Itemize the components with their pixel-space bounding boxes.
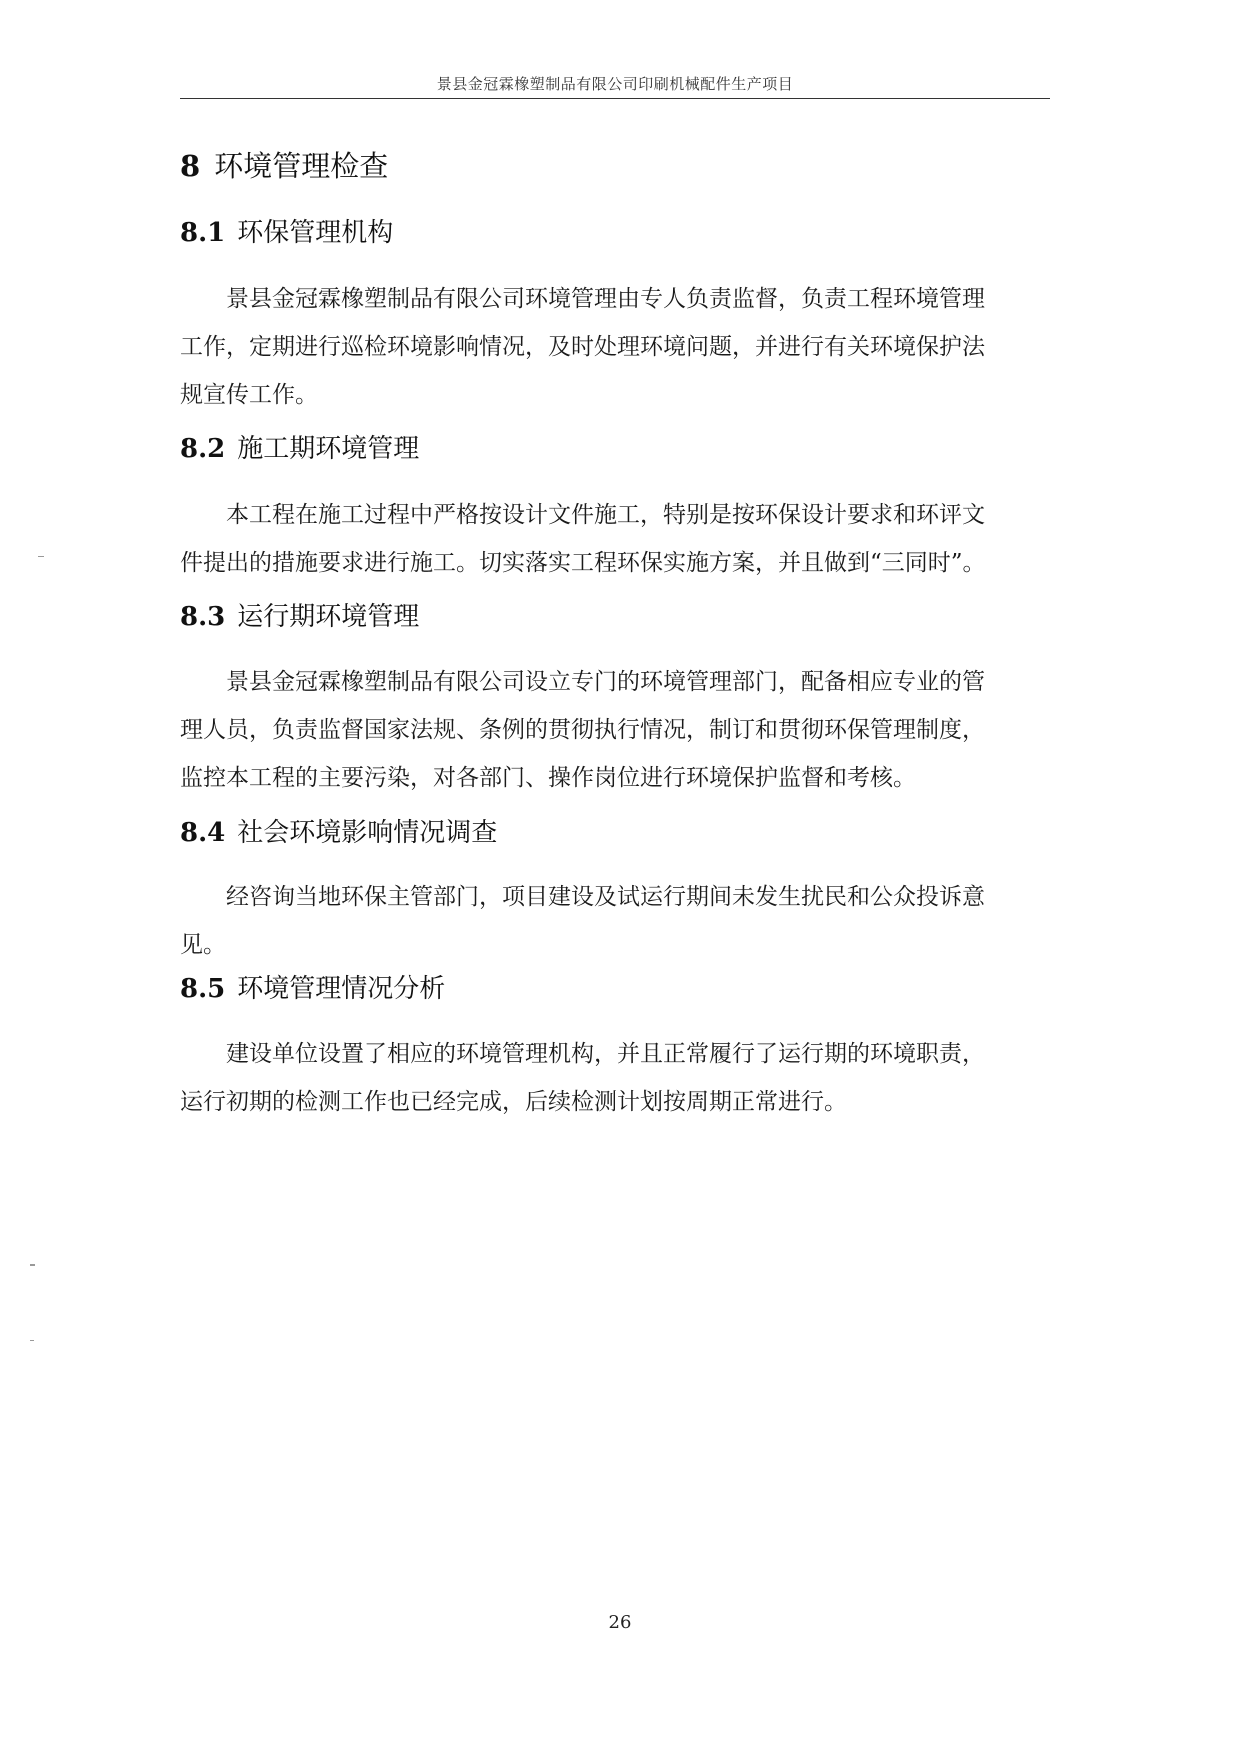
section-title: 环保管理机构 — [237, 218, 394, 248]
chapter-number: 8 — [180, 149, 201, 183]
section-heading-8-3 — [180, 596, 419, 633]
section-number: 8.1 — [180, 218, 226, 248]
section-paragraph-8-4 — [180, 873, 1050, 969]
paragraph-line: 件提出的措施要求进行施工。切实落实工程环保实施方案，并且做到“三同时”。 — [180, 550, 986, 576]
page-number: 26 — [608, 1612, 632, 1633]
paragraph-line: 本工程在施工过程中严格按设计文件施工，特别是按环保设计要求和环评文 — [226, 502, 985, 528]
chapter-title: 环境管理检查 — [214, 149, 389, 183]
paragraph-line: 理人员，负责监督国家法规、条例的贯彻执行情况，制订和贯彻环保管理制度， — [180, 717, 985, 743]
section-paragraph-8-3 — [180, 658, 1050, 802]
header-divider — [180, 98, 1050, 99]
section-title: 施工期环境管理 — [237, 434, 420, 464]
section-number: 8.2 — [180, 434, 226, 464]
section-heading-8-2 — [180, 428, 419, 465]
paragraph-line: 规宣传工作。 — [180, 382, 318, 408]
section-title: 社会环境影响情况调查 — [237, 818, 498, 848]
paragraph-line: 工作，定期进行巡检环境影响情况，及时处理环境问题，并进行有关环境保护法 — [180, 334, 985, 360]
section-number: 8.3 — [180, 602, 226, 632]
section-paragraph-8-5 — [180, 1030, 1050, 1126]
section-heading-8-4 — [180, 812, 497, 849]
paragraph-line: 经咨询当地环保主管部门，项目建设及试运行期间未发生扰民和公众投诉意 — [226, 884, 985, 910]
paragraph-line: 监控本工程的主要污染，对各部门、操作岗位进行环境保护监督和考核。 — [180, 765, 916, 791]
scan-mark — [38, 556, 44, 557]
section-heading-8-1 — [180, 212, 393, 249]
section-number: 8.4 — [180, 818, 226, 848]
paragraph-line: 景县金冠霖橡塑制品有限公司设立专门的环境管理部门，配备相应专业的管 — [226, 669, 985, 695]
scan-mark — [30, 1264, 35, 1266]
section-heading-8-5 — [180, 968, 445, 1005]
section-title: 环境管理情况分析 — [237, 974, 446, 1004]
paragraph-line: 景县金冠霖橡塑制品有限公司环境管理由专人负责监督，负责工程环境管理 — [226, 286, 985, 312]
section-number: 8.5 — [180, 974, 226, 1004]
scan-mark — [30, 1340, 34, 1341]
section-title: 运行期环境管理 — [237, 602, 420, 632]
paragraph-line: 运行初期的检测工作也已经完成，后续检测计划按周期正常进行。 — [180, 1089, 847, 1115]
section-paragraph-8-2 — [180, 491, 1050, 587]
section-paragraph-8-1 — [180, 275, 1050, 419]
running-header: 景县金冠霖橡塑制品有限公司印刷机械配件生产项目 — [436, 75, 794, 93]
paragraph-line: 建设单位设置了相应的环境管理机构，并且正常履行了运行期的环境职责， — [226, 1041, 985, 1067]
paragraph-line: 见。 — [180, 932, 226, 958]
chapter-heading — [180, 144, 388, 185]
